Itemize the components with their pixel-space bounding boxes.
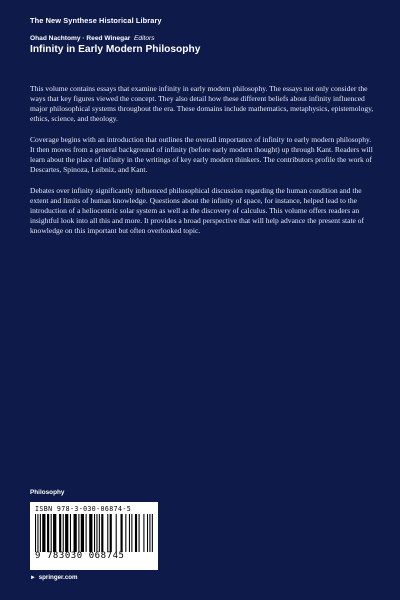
barcode-bar [53, 514, 56, 552]
editors-role: Editors [134, 35, 155, 42]
book-title: Infinity in Early Modern Philosophy [30, 44, 201, 55]
barcode-bar [59, 514, 61, 552]
barcode-bar [78, 514, 79, 552]
barcode-bar [94, 514, 95, 552]
barcode-bar [147, 514, 148, 552]
barcode-bar [152, 514, 153, 552]
barcode-bar [110, 514, 112, 552]
blurb-paragraph-1: This volume contains essays that examine infinity in early modern philosophy. The essays not only consider the ways that key figures viewed the concept. They also detail how these different beliefs about infinity influenced major philosophical systems throughout the era. These domains include mathematics, metaphysics, epistemology, ethics, science, and theology. [30, 84, 374, 123]
series-name: The New Synthese Historical Library [30, 16, 162, 25]
website-link[interactable] [30, 574, 158, 581]
barcode-bar [120, 514, 122, 552]
editors-line [30, 35, 376, 42]
barcode-bar [89, 514, 92, 552]
barcode-bar [107, 514, 108, 552]
arrow-right-icon: ► [30, 575, 36, 581]
barcode-bar [139, 514, 140, 552]
barcode-bar [35, 514, 36, 552]
blurb [30, 84, 374, 247]
barcode-bar [51, 514, 52, 552]
isbn-barcode [30, 502, 158, 570]
barcode-digits: 9 783030 068745 [35, 551, 125, 561]
barcode-bar [74, 514, 77, 552]
barcode-bar [101, 514, 103, 552]
blurb-paragraph-3: Debates over infinity significantly influenced philosophical discussion regarding the human condition and the extent and limits of human knowledge. Questions about the infinity of space, for instance, helped lead to the introduction of a heliocentric solar system as well as the discovery of calculus. This volume offers readers an insightful look into all this and more. It provides a broad perspective that will help advance the present state of knowledge on this important but often overlooked topic. [30, 186, 365, 235]
barcode-bar [37, 514, 38, 552]
barcode-bar [116, 514, 117, 552]
barcode-bar [96, 514, 97, 552]
barcode-bar [40, 514, 41, 552]
barcode-bar [143, 514, 144, 552]
barcode-bar [99, 514, 100, 552]
barcode-bar [125, 514, 126, 552]
barcode-bar [42, 514, 45, 552]
barcode-bar [65, 514, 68, 552]
blurb-paragraph-2: Coverage begins with an introduction that outlines the overall importance of infinity to early modern philosophy. It then moves from a general background of infinity (before early modern thought) up through Kant. Readers will learn about the place of infinity in the writings of key early modern thinkers. The contributors profile the work of Descartes, Spinoza, Leibniz, and Kant. [30, 135, 373, 174]
barcode-bar [81, 514, 84, 552]
cover-header [30, 16, 376, 55]
barcode-bar [70, 514, 71, 552]
barcode-bar [135, 514, 137, 552]
barcode-bar [149, 514, 150, 552]
barcode-bar [63, 514, 64, 552]
cover-footer [30, 489, 158, 581]
isbn-label: ISBN 978-3-030-06874-5 [35, 505, 132, 513]
barcode-bar [47, 514, 49, 552]
barcode-bar [131, 514, 132, 552]
barcode-bar [129, 514, 130, 552]
subject-label: Philosophy [30, 489, 65, 496]
website-text: springer.com [38, 574, 78, 581]
barcode-bars [35, 514, 153, 552]
editor-names: Ohad Nachtomy · Reed Winegar [30, 35, 131, 42]
barcode-bar [86, 514, 87, 552]
